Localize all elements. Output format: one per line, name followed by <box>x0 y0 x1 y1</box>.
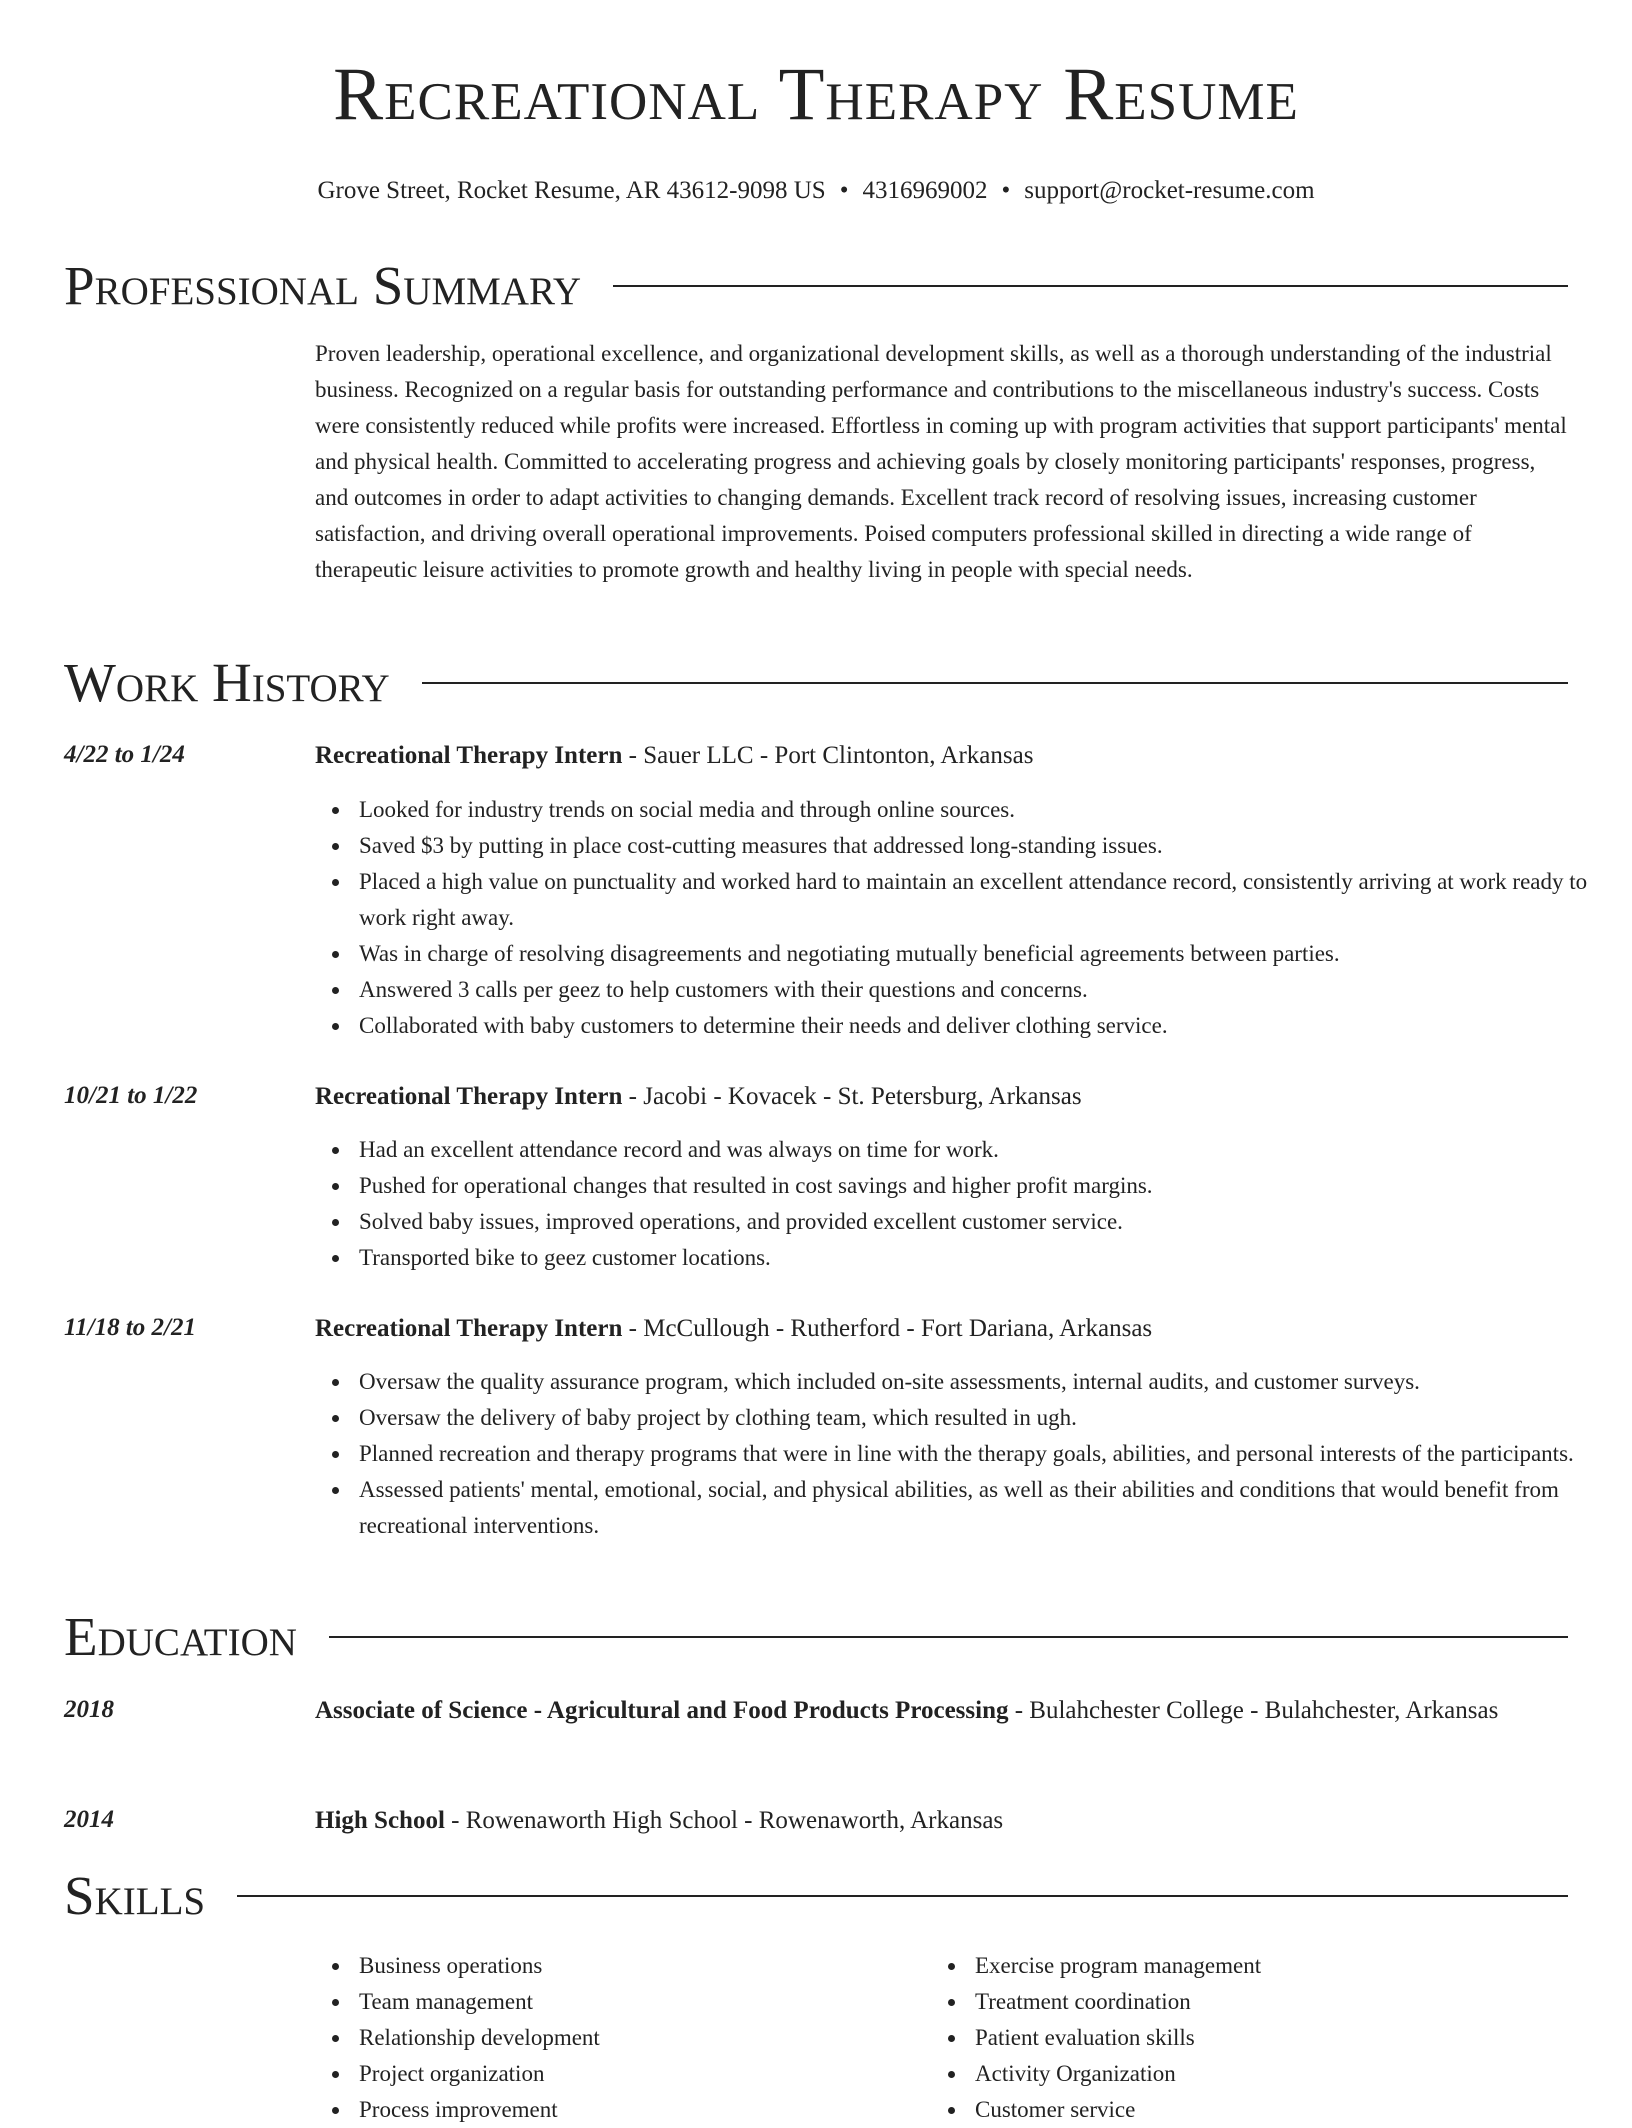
section-title: Skills <box>64 1865 206 1926</box>
education-details: - Rowenaworth High School - Rowenaworth, Arkansas <box>444 1807 1004 1834</box>
education-section-heading <box>64 1605 1568 1669</box>
list-item: Had an excellent attendance record and was always on time for work. <box>359 1132 1613 1168</box>
skills-section-heading <box>64 1864 1568 1928</box>
job-details: - Sauer LLC - Port Clintonton, Arkansas <box>622 742 1034 769</box>
section-title: Professional Summary <box>64 255 582 316</box>
job-dates: 10/21 to 1/22 <box>64 1082 198 1109</box>
job-bullets <box>315 1132 1613 1276</box>
summary-section-heading <box>64 254 1568 318</box>
section-divider <box>329 1636 1568 1638</box>
job-title: Recreational Therapy Intern <box>315 1083 623 1110</box>
list-item: Planned recreation and therapy programs that were in line with the therapy goals, abilities, and personal interests of the participants. <box>359 1436 1613 1472</box>
list-item: Saved $3 by putting in place cost-cutting measures that addressed long-standing issues. <box>359 828 1613 864</box>
job-bullets <box>315 792 1613 1044</box>
list-item: Placed a high value on punctuality and worked hard to maintain an excellent attendance record, consistently arriving at work ready to work right away. <box>359 864 1613 936</box>
contact-address: Grove Street, Rocket Resume, AR 43612-9098 US <box>317 177 826 204</box>
education-year: 2018 <box>64 1696 114 1723</box>
job-title: Recreational Therapy Intern <box>315 742 623 769</box>
skill-item: Customer service <box>975 2092 1535 2128</box>
contact-separator: • <box>839 177 849 204</box>
skill-item: Business operations <box>359 1948 919 1984</box>
section-divider <box>422 682 1568 684</box>
job-details: - McCullough - Rutherford - Fort Dariana, Arkansas <box>622 1315 1153 1342</box>
skill-item: Treatment coordination <box>975 1984 1535 2020</box>
skill-item: Relationship development <box>359 2020 919 2056</box>
contact-email: support@rocket-resume.com <box>1024 177 1315 204</box>
work-section-heading <box>64 651 1568 715</box>
section-divider <box>237 1895 1568 1897</box>
list-item: Solved baby issues, improved operations, and provided excellent customer service. <box>359 1204 1613 1240</box>
job-dates: 11/18 to 2/21 <box>64 1314 196 1341</box>
skill-item: Team management <box>359 1984 919 2020</box>
education-year: 2014 <box>64 1806 114 1833</box>
skill-item: Patient evaluation skills <box>975 2020 1535 2056</box>
skill-item: Process improvement <box>359 2092 919 2128</box>
list-item: Oversaw the delivery of baby project by clothing team, which resulted in ugh. <box>359 1400 1613 1436</box>
job-bullets <box>315 1364 1613 1544</box>
list-item: Looked for industry trends on social media and through online sources. <box>359 792 1613 828</box>
contact-line <box>64 173 1568 209</box>
education-details: - Bulahchester College - Bulahchester, Arkansas <box>1008 1697 1499 1724</box>
job-details: - Jacobi - Kovacek - St. Petersburg, Arkansas <box>622 1083 1082 1110</box>
job-heading <box>315 1310 1569 1348</box>
contact-separator: • <box>1001 177 1011 204</box>
list-item: Assessed patients' mental, emotional, social, and physical abilities, as well as their abilities and conditions that would benefit from recreational interventions. <box>359 1472 1613 1544</box>
list-item: Collaborated with baby customers to determine their needs and deliver clothing service. <box>359 1008 1613 1044</box>
section-title: Work History <box>64 652 390 713</box>
skill-item: Project organization <box>359 2056 919 2092</box>
education-heading <box>315 1692 1569 1730</box>
job-heading <box>315 1078 1569 1116</box>
education-heading <box>315 1802 1569 1840</box>
job-title: Recreational Therapy Intern <box>315 1315 623 1342</box>
contact-phone: 4316969002 <box>862 177 988 204</box>
job-heading <box>315 737 1569 775</box>
list-item: Transported bike to geez customer locations. <box>359 1240 1613 1276</box>
skill-item: Exercise program management <box>975 1948 1535 1984</box>
education-degree: High School <box>315 1807 445 1834</box>
list-item: Pushed for operational changes that resulted in cost savings and higher profit margins. <box>359 1168 1613 1204</box>
section-divider <box>613 285 1568 287</box>
list-item: Was in charge of resolving disagreements and negotiating mutually beneficial agreements between parties. <box>359 936 1613 972</box>
skills-list-right <box>931 1948 1535 2128</box>
job-dates: 4/22 to 1/24 <box>64 741 185 768</box>
section-title: Education <box>64 1606 297 1667</box>
skill-item: Activity Organization <box>975 2056 1535 2092</box>
summary-text: Proven leadership, operational excellence, and organizational development skills, as well as a thorough understanding of the industrial business. Recognized on a regular basis for outstanding performance and contributions to the miscellaneous industry's success. Costs were consistently reduced while profits were increased. Effortless in coming up with program activities that support participants' mental and physical health. Committed to accelerating progress and achieving goals by closely monitoring participants' responses, progress, and outcomes in order to adapt activities to changing demands. Excellent track record of resolving issues, increasing customer satisfaction, and driving overall operational improvements. Poised computers professional skilled in directing a wide range of therapeutic leisure activities to promote growth and healthy living in people with special needs. <box>315 341 1567 582</box>
skills-list-left <box>315 1948 919 2128</box>
list-item: Answered 3 calls per geez to help customers with their questions and concerns. <box>359 972 1613 1008</box>
resume-title: Recreational Therapy Resume <box>333 53 1299 136</box>
list-item: Oversaw the quality assurance program, which included on-site assessments, internal audits, and customer surveys. <box>359 1364 1613 1400</box>
education-degree: Associate of Science - Agricultural and Food Products Processing <box>315 1697 1009 1724</box>
